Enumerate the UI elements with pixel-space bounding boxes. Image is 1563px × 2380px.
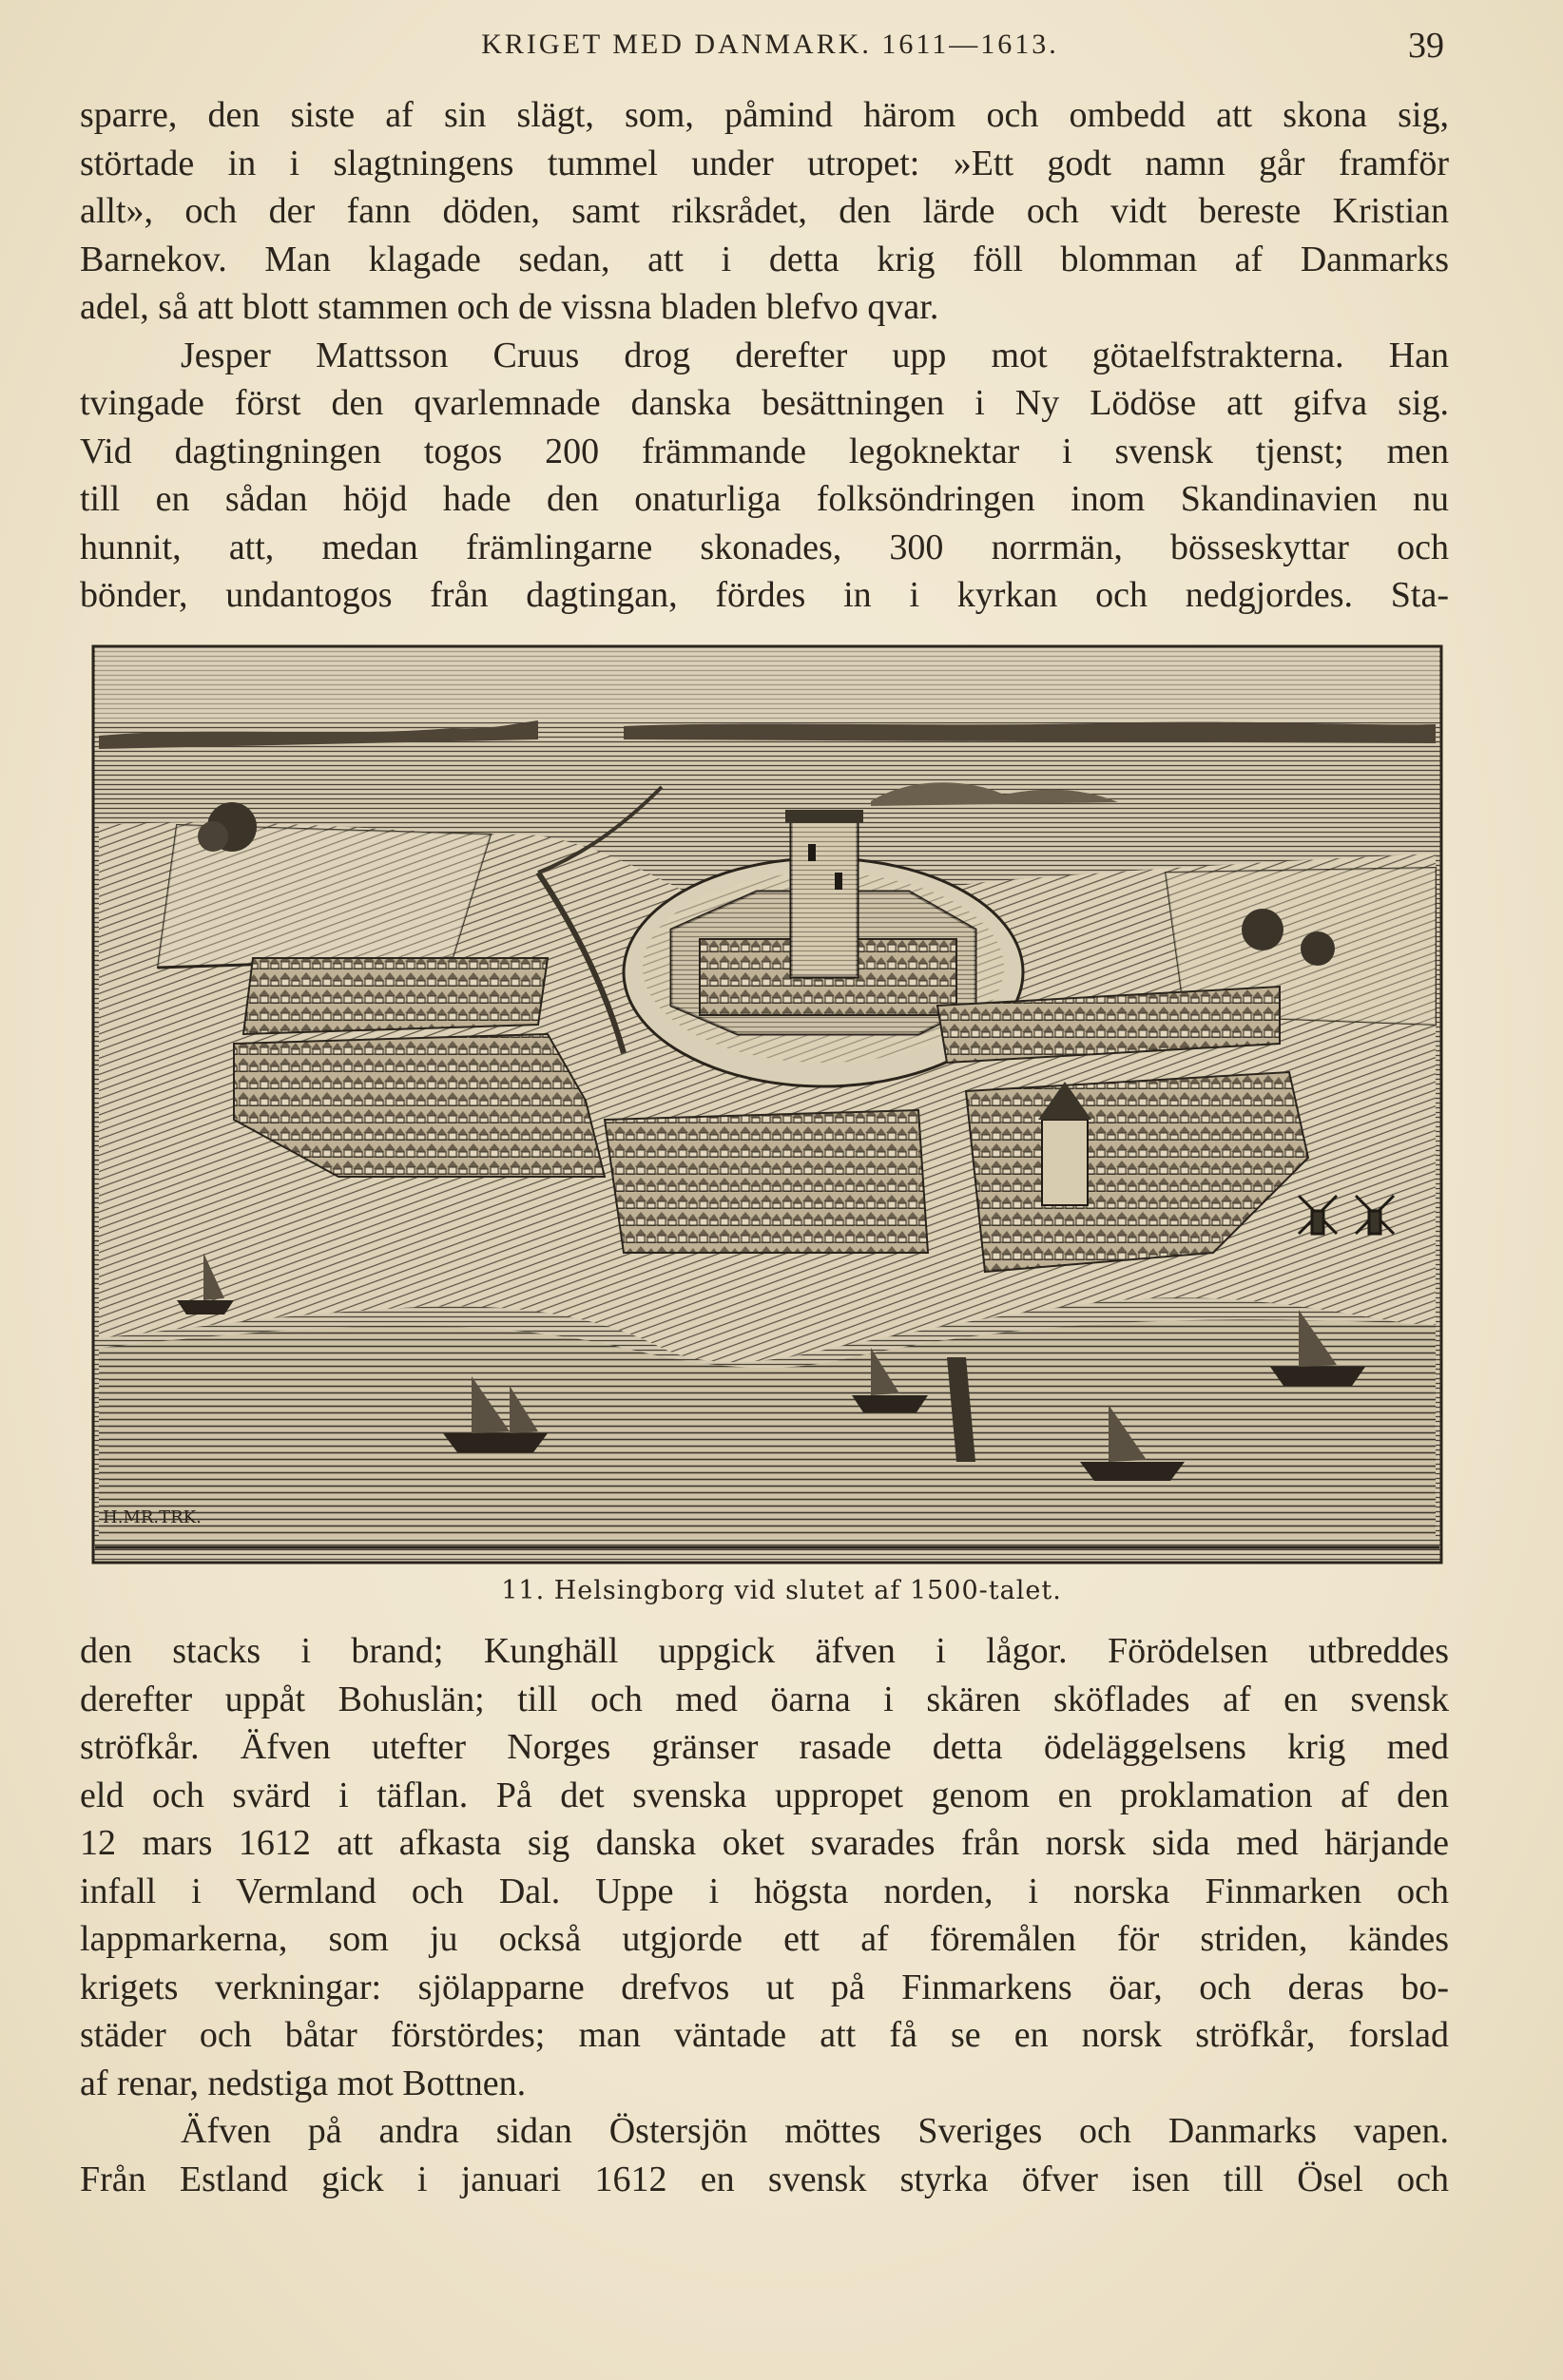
running-head: KRIGET MED DANMARK. 1611—1613. [481, 29, 1059, 60]
text-line: bönder, undantogos från dagtingan, fördes in i kyrkan och nedgjordes. Sta- [80, 575, 1449, 615]
text-line: den stacks i brand; Kunghäll uppgick äfven i lågor. Förödelsen utbreddes [80, 1631, 1449, 1671]
text-line: lappmarkerna, som ju också utgjorde ett af föremålen för striden, kändes [80, 1919, 1449, 1959]
text-line: störtade in i slagtningens tummel under utropet: »Ett godt namn går framför [80, 143, 1449, 183]
figure-caption: 11. Helsingborg vid slutet af 1500-talet. [501, 1576, 1062, 1605]
text-line: Jesper Mattsson Cruus drog derefter upp mot götaelfstrakterna. Han [181, 335, 1449, 375]
text-line: infall i Vermland och Dal. Uppe i högsta norden, i norska Finmarken och [80, 1871, 1449, 1911]
text-line: af renar, nedstiga mot Bottnen. [80, 2063, 527, 2103]
page-number: 39 [1408, 26, 1444, 66]
text-block-bottom [80, 1627, 1449, 2203]
text-line: derefter uppåt Bohuslän; till och med öarna i skären sköflades af en svensk [80, 1679, 1449, 1719]
town-center [605, 1110, 928, 1253]
text-line: ströfkår. Äfven utefter Norges gränser rasade detta ödeläggelsens krig med [80, 1727, 1449, 1767]
text-line: sparre, den siste af sin slägt, som, påmind härom och ombedd att skona sig, [80, 95, 1449, 135]
text-line: 12 mars 1612 att afkasta sig danska oket svarades från norsk sida med härjande [80, 1823, 1449, 1863]
text-line: krigets verkningar: sjölapparne drefvos ut på Finmarkens öar, och deras bo- [80, 1967, 1449, 2007]
text-line: Barnekov. Man klagade sedan, att i detta krig föll blomman af Danmarks [80, 239, 1449, 279]
text-line: hunnit, att, medan främlingarne skonades, 300 norrmän, bösseskyttar och [80, 527, 1449, 567]
text-line: städer och båtar förstördes; man väntade att få se en norsk ströfkår, forslad [80, 2015, 1449, 2055]
text-line: adel, så att blott stammen och de vissna bladen blefvo qvar. [80, 287, 939, 327]
text-block-top [80, 91, 1449, 620]
text-line: till en sådan höjd hade den onaturliga folksöndringen inom Skandinavien nu [80, 479, 1449, 519]
engraving-illustration [91, 644, 1443, 1564]
text-line: tvingade först den qvarlemnade danska besättningen i Ny Lödöse att gifva sig. [80, 383, 1449, 423]
text-line: Vid dagtingningen togos 200 främmande legoknektar i svensk tjenst; men [80, 431, 1449, 471]
text-line: eld och svärd i täflan. På det svenska uppropet genom en proklamation af den [80, 1775, 1449, 1815]
text-line: Äfven på andra sidan Östersjön möttes Sveriges och Danmarks vapen. [181, 2111, 1449, 2151]
engraving-helsingborg [91, 644, 1443, 1564]
text-line: Från Estland gick i januari 1612 en svensk styrka öfver isen till Ösel och [80, 2159, 1449, 2199]
text-line: allt», och der fann döden, samt riksrådet, den lärde och vidt bereste Kristian [80, 191, 1449, 231]
engraver-signature: H.MR.TRK. [103, 1507, 202, 1527]
